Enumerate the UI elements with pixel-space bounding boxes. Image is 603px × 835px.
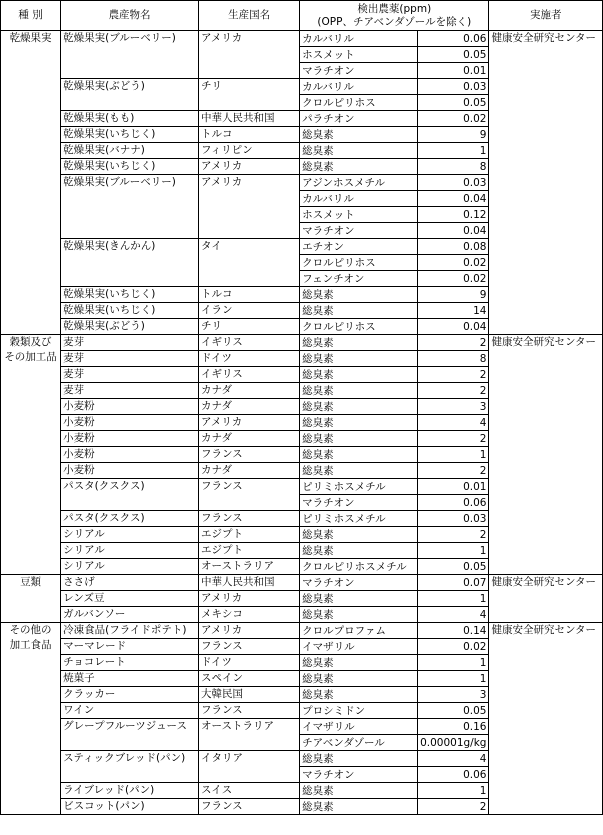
pesticide-cell: イマザリル — [300, 639, 418, 655]
product-cell: 乾燥果実(ぶどう) — [61, 79, 199, 111]
product-cell: グレープフルーツジュース — [61, 719, 199, 751]
country-cell: 中華人民共和国 — [199, 575, 300, 591]
value-cell: 2 — [418, 367, 489, 383]
country-cell: カナダ — [199, 399, 300, 415]
product-cell: 乾燥果実(いちじく) — [61, 159, 199, 175]
country-cell: カナダ — [199, 431, 300, 447]
country-cell: アメリカ — [199, 175, 300, 239]
value-cell: 0.03 — [418, 175, 489, 191]
value-cell: 0.06 — [418, 31, 489, 47]
value-cell: 4 — [418, 607, 489, 623]
value-cell: 0.04 — [418, 319, 489, 335]
pesticide-cell: クロルピリホスメチル — [300, 559, 418, 575]
implementer-cell: 健康安全研究センター — [489, 335, 603, 575]
table-row — [1, 335, 603, 351]
pesticide-cell: カルバリル — [300, 31, 418, 47]
header-row — [1, 1, 603, 31]
value-cell: 0.02 — [418, 639, 489, 655]
pesticide-cell: 総臭素 — [300, 447, 418, 463]
country-cell: アメリカ — [199, 415, 300, 431]
pesticide-cell: カルバリル — [300, 191, 418, 207]
value-cell: 2 — [418, 799, 489, 815]
country-cell: オーストラリア — [199, 559, 300, 575]
country-cell: チリ — [199, 79, 300, 111]
pesticide-cell: パラチオン — [300, 111, 418, 127]
pesticide-cell: 総臭素 — [300, 127, 418, 143]
country-cell: トルコ — [199, 127, 300, 143]
product-cell: 乾燥果実(ブルーベリー) — [61, 31, 199, 79]
header-pesticide-line1: 検出農薬(ppm) — [357, 2, 432, 15]
product-cell: 乾燥果実(ブルーベリー) — [61, 175, 199, 239]
product-cell: ガルバンソー — [61, 607, 199, 623]
product-cell: 小麦粉 — [61, 399, 199, 415]
product-cell: 小麦粉 — [61, 447, 199, 463]
product-cell: 焼菓子 — [61, 671, 199, 687]
product-cell: ささげ — [61, 575, 199, 591]
product-cell: 乾燥果実(もも) — [61, 111, 199, 127]
pesticide-cell: クロルピリホス — [300, 95, 418, 111]
product-cell: クラッカー — [61, 687, 199, 703]
value-cell: 1 — [418, 655, 489, 671]
country-cell: アメリカ — [199, 159, 300, 175]
value-cell: 2 — [418, 463, 489, 479]
value-cell: 3 — [418, 687, 489, 703]
pesticide-cell: フェンチオン — [300, 271, 418, 287]
value-cell: 0.16 — [418, 719, 489, 735]
value-cell: 2 — [418, 383, 489, 399]
value-cell: 0.05 — [418, 95, 489, 111]
header-pesticide-line2: (OPP、チアベンダゾールを除く) — [317, 15, 472, 28]
country-cell: フランス — [199, 511, 300, 527]
category-cell: 豆類 — [1, 575, 61, 623]
country-cell: スイス — [199, 783, 300, 799]
product-cell: 乾燥果実(いちじく) — [61, 303, 199, 319]
pesticide-cell: 総臭素 — [300, 687, 418, 703]
pesticide-cell: 総臭素 — [300, 671, 418, 687]
value-cell: 0.01 — [418, 479, 489, 495]
value-cell: 1 — [418, 143, 489, 159]
value-cell: 4 — [418, 751, 489, 767]
product-cell: シリアル — [61, 559, 199, 575]
pesticide-cell: 総臭素 — [300, 799, 418, 815]
pesticide-cell: 総臭素 — [300, 367, 418, 383]
value-cell: 8 — [418, 159, 489, 175]
country-cell: フランス — [199, 447, 300, 463]
implementer-cell: 健康安全研究センター — [489, 575, 603, 623]
product-cell: 小麦粉 — [61, 431, 199, 447]
pesticide-cell: 総臭素 — [300, 415, 418, 431]
product-cell: シリアル — [61, 527, 199, 543]
pesticide-cell: クロルピリホス — [300, 319, 418, 335]
country-cell: イギリス — [199, 335, 300, 351]
country-cell: フランス — [199, 639, 300, 655]
pesticide-cell: 総臭素 — [300, 351, 418, 367]
header-pesticide — [300, 1, 489, 31]
country-cell: イタリア — [199, 751, 300, 783]
country-cell: 大韓民国 — [199, 687, 300, 703]
value-cell: 0.07 — [418, 575, 489, 591]
product-cell: パスタ(クスクス) — [61, 479, 199, 511]
pesticide-cell: 総臭素 — [300, 143, 418, 159]
product-cell: 冷凍食品(フライドポテト) — [61, 623, 199, 639]
value-cell: 9 — [418, 127, 489, 143]
value-cell: 1 — [418, 671, 489, 687]
product-cell: チョコレート — [61, 655, 199, 671]
value-cell: 1 — [418, 591, 489, 607]
product-cell: ビスコット(パン) — [61, 799, 199, 815]
value-cell: 0.00001g/kg — [418, 735, 489, 751]
pesticide-cell: エチオン — [300, 239, 418, 255]
product-cell: 乾燥果実(きんかん) — [61, 239, 199, 287]
pesticide-cell: 総臭素 — [300, 383, 418, 399]
value-cell: 3 — [418, 399, 489, 415]
country-cell: ドイツ — [199, 351, 300, 367]
pesticide-cell: 総臭素 — [300, 287, 418, 303]
pesticide-cell: マラチオン — [300, 575, 418, 591]
pesticide-cell: 総臭素 — [300, 783, 418, 799]
table-row — [1, 623, 603, 639]
value-cell: 8 — [418, 351, 489, 367]
product-cell: ワイン — [61, 703, 199, 719]
pesticide-cell: 総臭素 — [300, 431, 418, 447]
value-cell: 9 — [418, 287, 489, 303]
value-cell: 0.03 — [418, 79, 489, 95]
header-category: 種 別 — [1, 1, 61, 31]
product-cell: 乾燥果実(バナナ) — [61, 143, 199, 159]
header-country: 生産国名 — [199, 1, 300, 31]
country-cell: エジプト — [199, 543, 300, 559]
value-cell: 1 — [418, 543, 489, 559]
header-product: 農産物名 — [61, 1, 199, 31]
country-cell: アメリカ — [199, 623, 300, 639]
value-cell: 0.05 — [418, 559, 489, 575]
country-cell: メキシコ — [199, 607, 300, 623]
value-cell: 0.02 — [418, 271, 489, 287]
category-cell: 乾燥果実 — [1, 31, 61, 335]
value-cell: 4 — [418, 415, 489, 431]
product-cell: レンズ豆 — [61, 591, 199, 607]
implementer-cell: 健康安全研究センター — [489, 623, 603, 815]
value-cell: 0.06 — [418, 767, 489, 783]
product-cell: 麦芽 — [61, 367, 199, 383]
value-cell: 0.04 — [418, 191, 489, 207]
pesticide-cell: マラチオン — [300, 223, 418, 239]
pesticide-cell: ピリミホスメチル — [300, 511, 418, 527]
country-cell: アメリカ — [199, 591, 300, 607]
pesticide-cell: カルバリル — [300, 79, 418, 95]
value-cell: 2 — [418, 335, 489, 351]
country-cell: イラン — [199, 303, 300, 319]
value-cell: 0.05 — [418, 703, 489, 719]
value-cell: 0.14 — [418, 623, 489, 639]
pesticide-cell: アジンホスメチル — [300, 175, 418, 191]
value-cell: 0.05 — [418, 47, 489, 63]
value-cell: 0.02 — [418, 111, 489, 127]
country-cell: フィリピン — [199, 143, 300, 159]
pesticide-cell: 総臭素 — [300, 751, 418, 767]
product-cell: 小麦粉 — [61, 463, 199, 479]
pesticide-cell: プロシミドン — [300, 703, 418, 719]
pesticide-cell: 総臭素 — [300, 527, 418, 543]
header-implementer: 実施者 — [489, 1, 603, 31]
product-cell: マーマレード — [61, 639, 199, 655]
pesticide-cell: クロルピリホス — [300, 255, 418, 271]
country-cell: 中華人民共和国 — [199, 111, 300, 127]
product-cell: 小麦粉 — [61, 415, 199, 431]
product-cell: 麦芽 — [61, 383, 199, 399]
product-cell: ライブレッド(パン) — [61, 783, 199, 799]
implementer-cell: 健康安全研究センター — [489, 31, 603, 335]
pesticide-cell: チアベンダゾール — [300, 735, 418, 751]
pesticide-cell: マラチオン — [300, 495, 418, 511]
value-cell: 0.12 — [418, 207, 489, 223]
country-cell: タイ — [199, 239, 300, 287]
pesticide-cell: クロルプロファム — [300, 623, 418, 639]
country-cell: フランス — [199, 799, 300, 815]
country-cell: アメリカ — [199, 31, 300, 79]
value-cell: 2 — [418, 527, 489, 543]
value-cell: 0.08 — [418, 239, 489, 255]
pesticide-cell: 総臭素 — [300, 591, 418, 607]
value-cell: 0.02 — [418, 255, 489, 271]
pesticide-cell: ホスメット — [300, 47, 418, 63]
country-cell: イギリス — [199, 367, 300, 383]
product-cell: 乾燥果実(ぶどう) — [61, 319, 199, 335]
pesticide-cell: マラチオン — [300, 63, 418, 79]
product-cell: シリアル — [61, 543, 199, 559]
country-cell: オーストラリア — [199, 719, 300, 751]
country-cell: フランス — [199, 479, 300, 511]
pesticide-cell: 総臭素 — [300, 303, 418, 319]
country-cell: スペイン — [199, 671, 300, 687]
pesticide-cell: 総臭素 — [300, 543, 418, 559]
country-cell: カナダ — [199, 383, 300, 399]
table-row — [1, 575, 603, 591]
product-cell: 麦芽 — [61, 335, 199, 351]
value-cell: 0.03 — [418, 511, 489, 527]
country-cell: カナダ — [199, 463, 300, 479]
pesticide-cell: 総臭素 — [300, 335, 418, 351]
country-cell: フランス — [199, 703, 300, 719]
pesticide-cell: 総臭素 — [300, 399, 418, 415]
country-cell: エジプト — [199, 527, 300, 543]
product-cell: 乾燥果実(いちじく) — [61, 287, 199, 303]
pesticide-cell: 総臭素 — [300, 655, 418, 671]
value-cell: 0.04 — [418, 223, 489, 239]
pesticide-cell: 総臭素 — [300, 159, 418, 175]
category-cell: その他の 加工食品 — [1, 623, 61, 815]
pesticide-cell: イマザリル — [300, 719, 418, 735]
product-cell: 乾燥果実(いちじく) — [61, 127, 199, 143]
country-cell: ドイツ — [199, 655, 300, 671]
country-cell: チリ — [199, 319, 300, 335]
product-cell: 麦芽 — [61, 351, 199, 367]
value-cell: 1 — [418, 447, 489, 463]
value-cell: 1 — [418, 783, 489, 799]
pesticide-cell: 総臭素 — [300, 607, 418, 623]
country-cell: トルコ — [199, 287, 300, 303]
category-cell: 穀類及び その加工品 — [1, 335, 61, 575]
product-cell: スティックブレッド(パン) — [61, 751, 199, 783]
product-cell: パスタ(クスクス) — [61, 511, 199, 527]
value-cell: 0.06 — [418, 495, 489, 511]
table-row — [1, 31, 603, 47]
pesticide-cell: 総臭素 — [300, 463, 418, 479]
pesticide-cell: ホスメット — [300, 207, 418, 223]
value-cell: 2 — [418, 431, 489, 447]
value-cell: 0.01 — [418, 63, 489, 79]
pesticide-cell: ピリミホスメチル — [300, 479, 418, 495]
value-cell: 14 — [418, 303, 489, 319]
pesticide-cell: マラチオン — [300, 767, 418, 783]
